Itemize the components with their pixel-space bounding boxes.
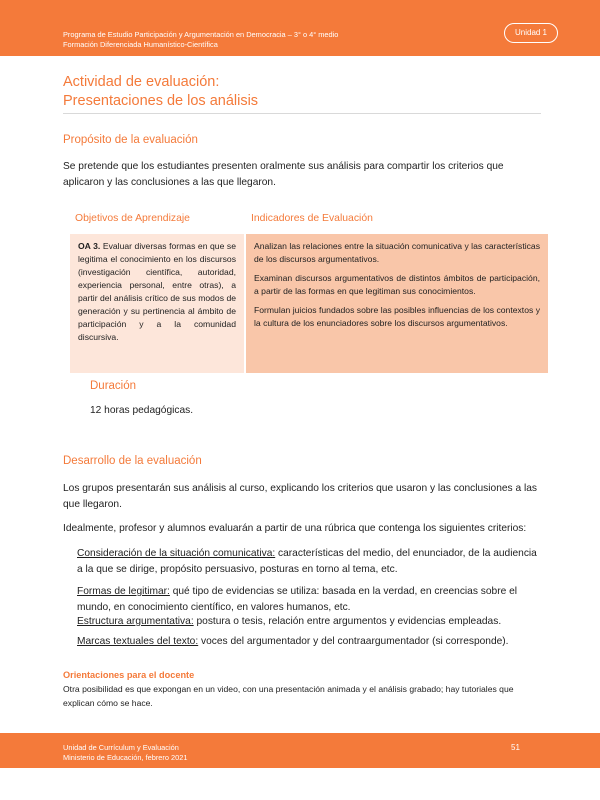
criterion-item: [77, 634, 543, 650]
page-title-line1: Actividad de evaluación:: [63, 74, 220, 90]
criterion-item: [77, 546, 543, 578]
indicator-item: Analizan las relaciones entre la situación comunicativa y las características de los discursos argumentativos.: [254, 241, 540, 264]
page-header: [0, 0, 600, 56]
teacher-notes-heading: Orientaciones para el docente: [63, 670, 195, 680]
criterion-item: [77, 584, 543, 616]
purpose-heading: Propósito de la evaluación: [63, 134, 198, 146]
indicator-item: Formulan juicios fundados sobre las posibles influencias de los contextos y la cultura de los enunciadores sobre los discursos argumentativos.: [254, 305, 540, 328]
development-paragraph-2: Idealmente, profesor y alumnos evaluarán a partir de una rúbrica que contenga los siguientes criterios:: [63, 523, 527, 534]
oa-code: OA 3.: [78, 241, 101, 251]
criterion-term: Estructura argumentativa:: [77, 616, 194, 627]
duration-heading: Duración: [90, 380, 137, 392]
objectives-column-header: Objetivos de Aprendizaje: [75, 213, 190, 224]
header-program-subtitle: Formación Diferenciada Humanístico-Científica: [63, 40, 218, 49]
teacher-notes-text: Otra posibilidad es que expongan en un video, con una presentación animada y el análisis grabado; hay tutoriales que explican cómo se hace.: [63, 684, 514, 708]
footer-unit: Unidad de Currículum y Evaluación: [63, 743, 179, 752]
criterion-text: características del medio, del enunciador, de la audiencia a la que se dirige, propósito persuasivo, posturas en torno al tema, etc.: [77, 548, 537, 575]
duration-text: 12 horas pedagógicas.: [90, 405, 194, 416]
title-divider: [63, 113, 541, 114]
indicators-cell: [246, 234, 548, 373]
indicators-column-header: Indicadores de Evaluación: [251, 213, 373, 224]
oa-text: Evaluar diversas formas en que se legitima el conocimiento en los discursos (investigación científica, autoridad, experiencia personal, entre otras), a partir del análisis crítico de sus modos de generación y su pertinencia al ámbito de participación y a la comunidad discursiva.: [78, 241, 236, 342]
page-title-line2: Presentaciones de los análisis: [63, 93, 259, 109]
development-paragraph-1: Los grupos presentarán sus análisis al curso, explicando los criterios que usaron y las conclusiones a las que llegaron.: [63, 483, 537, 510]
purpose-text: Se pretende que los estudiantes presenten oralmente sus análisis para compartir los criterios que aplicaron y las conclusiones a las que llegaron.: [63, 161, 504, 188]
indicator-item: Examinan discursos argumentativos de distintos ámbitos de participación, a partir de las formas en que legitiman sus conocimientos.: [254, 273, 540, 296]
footer-ministry: Ministerio de Educación, febrero 2021: [63, 753, 188, 762]
header-program-title: Programa de Estudio Participación y Argumentación en Democracia – 3° o 4° medio: [63, 30, 339, 39]
unit-badge: Unidad 1: [504, 23, 558, 43]
criterion-term: Marcas textuales del texto:: [77, 636, 199, 647]
objectives-cell: [70, 234, 244, 373]
criterion-text: voces del argumentador y del contraargumentador (si corresponde).: [198, 636, 509, 647]
criterion-text: qué tipo de evidencias se utiliza: basada en la verdad, en creencias sobre el mundo, en conocimiento científico, en valores humanos, etc.: [77, 586, 518, 613]
page-title: [63, 73, 258, 111]
page-number: 51: [511, 743, 520, 752]
page-footer: [0, 733, 600, 768]
development-heading: Desarrollo de la evaluación: [63, 455, 202, 467]
criterion-item: [77, 614, 543, 630]
criterion-text: postura o tesis, relación entre argumentos y evidencias empleadas.: [193, 616, 502, 627]
criterion-term: Consideración de la situación comunicativa:: [77, 548, 276, 559]
criterion-term: Formas de legitimar:: [77, 586, 170, 597]
